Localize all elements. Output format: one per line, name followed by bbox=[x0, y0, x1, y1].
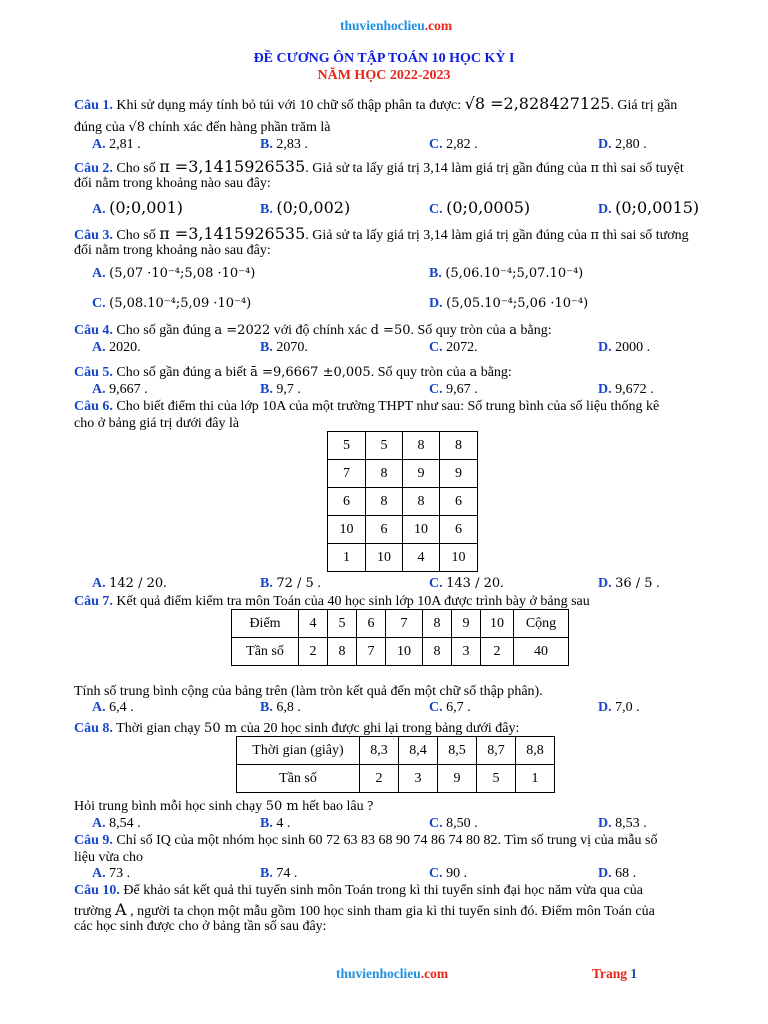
q6-line1: Câu 6. Cho biết điểm thi của lớp 10A của một trường THPT như sau: Số trung bình của số liệu thống kê bbox=[74, 399, 660, 414]
q4-line1: Câu 4. Cho số gần đúng a =2022 với độ chính xác d =50. Số quy tròn của a bằng: bbox=[74, 323, 552, 338]
q9-option-c[interactable]: C. 90 . bbox=[429, 866, 468, 881]
q7-line1: Câu 7. Kết quả điểm kiểm tra môn Toán của 40 học sinh lớp 10A được trình bày ở bảng sau bbox=[74, 594, 590, 609]
q1-option-c[interactable]: C. 2,82 . bbox=[429, 137, 478, 152]
q1-option-d[interactable]: D. 2,80 . bbox=[598, 137, 647, 152]
q8-table-cell: 8,3 bbox=[360, 737, 399, 765]
q6-table-row bbox=[328, 544, 478, 572]
q2-line1: Câu 2. Cho số π =3,1415926535. Giả sử ta lấy giá trị 3,14 làm giá trị gần đúng của π thì sai số tuyệt bbox=[74, 157, 684, 176]
q6-table-cell: 6 bbox=[328, 488, 366, 516]
q6-option-d[interactable]: D. 36 / 5 . bbox=[598, 576, 660, 591]
q8-table-cell: 3 bbox=[399, 765, 438, 793]
q7-line2: Tính số trung bình cộng của bảng trên (làm tròn kết quả đến một chữ số thập phân). bbox=[74, 684, 543, 699]
q4-option-b[interactable]: B. 2070. bbox=[260, 340, 308, 355]
q8-table-cell: 8,7 bbox=[477, 737, 516, 765]
q7-table-cell: 6 bbox=[357, 610, 386, 638]
q8-option-c[interactable]: C. 8,50 . bbox=[429, 816, 478, 831]
q8-table-cell: 8,5 bbox=[438, 737, 477, 765]
q8-table-cell: 8,8 bbox=[516, 737, 555, 765]
q5-option-c[interactable]: C. 9,67 . bbox=[429, 382, 478, 397]
q3-option-a[interactable]: A. (5,07 ·10⁻⁴;5,08 ·10⁻⁴) bbox=[92, 266, 256, 281]
q7-option-b[interactable]: B. 6,8 . bbox=[260, 700, 301, 715]
q7-table-cell: 9 bbox=[452, 610, 481, 638]
q7-table-cell: 10 bbox=[481, 610, 514, 638]
q8-option-b[interactable]: B. 4 . bbox=[260, 816, 291, 831]
q8-table bbox=[236, 736, 555, 793]
footer-site[interactable]: thuvienhoclieu.com bbox=[336, 966, 449, 981]
q6-table-cell: 8 bbox=[366, 488, 403, 516]
q7-table-cell: 8 bbox=[423, 638, 452, 666]
q8-table-cell: 1 bbox=[516, 765, 555, 793]
header-site[interactable]: thuvienhoclieu.com bbox=[340, 18, 453, 33]
q3-option-d[interactable]: D. (5,05.10⁻⁴;5,06 ·10⁻⁴) bbox=[429, 296, 589, 311]
q6-table-cell: 6 bbox=[440, 516, 478, 544]
q8-option-a[interactable]: A. 8,54 . bbox=[92, 816, 141, 831]
q5-option-a[interactable]: A. 9,667 . bbox=[92, 382, 148, 397]
q9-line2: liệu vừa cho bbox=[74, 850, 144, 865]
q2-option-c[interactable]: C. (0;0,0005) bbox=[429, 198, 531, 217]
q7-option-a[interactable]: A. 6,4 . bbox=[92, 700, 134, 715]
q8-table-row bbox=[237, 765, 555, 793]
q7-table-cell: 2 bbox=[481, 638, 514, 666]
q6-table-cell: 8 bbox=[403, 432, 440, 460]
q2-option-b[interactable]: B. (0;0,002) bbox=[260, 198, 351, 217]
q9-option-b[interactable]: B. 74 . bbox=[260, 866, 298, 881]
q6-table-cell: 6 bbox=[366, 516, 403, 544]
q8-table-cell: 2 bbox=[360, 765, 399, 793]
q5-line1: Câu 5. Cho số gần đúng a biết ā =9,6667 ±0,005. Số quy tròn của a bằng: bbox=[74, 365, 512, 380]
q6-table-cell: 9 bbox=[440, 460, 478, 488]
q6-table-cell: 5 bbox=[366, 432, 403, 460]
q7-table-cell: Cộng bbox=[514, 610, 569, 638]
q2-option-d[interactable]: D. (0;0,0015) bbox=[598, 198, 700, 217]
q8-table-cell: Tần số bbox=[237, 765, 360, 793]
q7-option-d[interactable]: D. 7,0 . bbox=[598, 700, 640, 715]
q7-table-row bbox=[232, 638, 569, 666]
q1-option-a[interactable]: A. 2,81 . bbox=[92, 137, 141, 152]
q5-option-b[interactable]: B. 9,7 . bbox=[260, 382, 301, 397]
q6-table-cell: 1 bbox=[328, 544, 366, 572]
q6-table-row bbox=[328, 516, 478, 544]
q7-table-cell: 40 bbox=[514, 638, 569, 666]
q6-option-c[interactable]: C. 143 / 20. bbox=[429, 576, 504, 591]
q6-table-row bbox=[328, 432, 478, 460]
q1-line2: đúng của √8 chính xác đến hàng phần trăm là bbox=[74, 120, 331, 135]
q6-table-cell: 7 bbox=[328, 460, 366, 488]
q4-option-d[interactable]: D. 2000 . bbox=[598, 340, 651, 355]
q7-table-cell: 4 bbox=[299, 610, 328, 638]
q10-line1: Câu 10. Để khảo sát kết quả thi tuyển sinh môn Toán trong kì thi tuyển sinh đại học năm vừa qua của bbox=[74, 883, 643, 898]
q6-line2: cho ở bảng giá trị dưới đây là bbox=[74, 416, 240, 431]
q7-table bbox=[231, 609, 569, 666]
q8-table-cell: 9 bbox=[438, 765, 477, 793]
doc-subtitle: NĂM HỌC 2022-2023 bbox=[317, 68, 451, 83]
q6-table-cell: 10 bbox=[440, 544, 478, 572]
q6-table-cell: 6 bbox=[440, 488, 478, 516]
q6-table-cell: 10 bbox=[328, 516, 366, 544]
q7-table-cell: 5 bbox=[328, 610, 357, 638]
q7-table-cell: 7 bbox=[386, 610, 423, 638]
q6-table-cell: 8 bbox=[440, 432, 478, 460]
q7-table-cell: 10 bbox=[386, 638, 423, 666]
q7-table-cell: 8 bbox=[328, 638, 357, 666]
q6-option-b[interactable]: B. 72 / 5 . bbox=[260, 576, 321, 591]
q7-option-c[interactable]: C. 6,7 . bbox=[429, 700, 471, 715]
q6-table-cell: 10 bbox=[366, 544, 403, 572]
q6-table-cell: 9 bbox=[403, 460, 440, 488]
q6-table-cell: 5 bbox=[328, 432, 366, 460]
q5-option-d[interactable]: D. 9,672 . bbox=[598, 382, 654, 397]
q1-line1: Câu 1. Khi sử dụng máy tính bỏ túi với 10 chữ số thập phân ta được: √8 =2,828427125. Giá trị gần bbox=[74, 94, 678, 113]
q10-line2: trường A , người ta chọn một mẫu gồm 100 học sinh tham gia kì thi tuyển sinh đó. Điểm môn Toán của bbox=[74, 900, 655, 919]
q7-table-cell: 2 bbox=[299, 638, 328, 666]
q4-option-a[interactable]: A. 2020. bbox=[92, 340, 141, 355]
q7-table-cell: 3 bbox=[452, 638, 481, 666]
q6-table bbox=[327, 431, 478, 572]
q9-option-d[interactable]: D. 68 . bbox=[598, 866, 637, 881]
q7-table-cell: Điểm bbox=[232, 610, 299, 638]
q1-option-b[interactable]: B. 2,83 . bbox=[260, 137, 308, 152]
q8-table-cell: 5 bbox=[477, 765, 516, 793]
q4-option-c[interactable]: C. 2072. bbox=[429, 340, 478, 355]
q9-option-a[interactable]: A. 73 . bbox=[92, 866, 131, 881]
q3-line2: đối nằm trong khoảng nào sau đây: bbox=[74, 243, 271, 258]
q8-table-row bbox=[237, 737, 555, 765]
q8-table-cell: Thời gian (giây) bbox=[237, 737, 360, 765]
q6-table-row bbox=[328, 460, 478, 488]
q8-line2: Hỏi trung bình mỗi học sinh chạy 50 m hết bao lâu ? bbox=[74, 799, 374, 814]
q9-line1: Câu 9. Chỉ số IQ của một nhóm học sinh 60 72 63 83 68 90 74 86 74 80 82. Tìm số trung vị của mẫu số bbox=[74, 833, 658, 848]
q6-table-row bbox=[328, 488, 478, 516]
q6-option-a[interactable]: A. 142 / 20. bbox=[92, 576, 167, 591]
q8-line1: Câu 8. Thời gian chạy 50 m của 20 học sinh được ghi lại trong bảng dưới đây: bbox=[74, 721, 520, 736]
page-number: Trang 1 bbox=[592, 966, 638, 981]
q3-line1: Câu 3. Cho số π =3,1415926535. Giả sử ta lấy giá trị 3,14 làm giá trị gần đúng của π thì sai số tương bbox=[74, 224, 689, 243]
q7-table-cell: 8 bbox=[423, 610, 452, 638]
q8-table-cell: 8,4 bbox=[399, 737, 438, 765]
q3-option-c[interactable]: C. (5,08.10⁻⁴;5,09 ·10⁻⁴) bbox=[92, 296, 252, 311]
q6-table-cell: 4 bbox=[403, 544, 440, 572]
q6-table-cell: 8 bbox=[366, 460, 403, 488]
q10-line3: các học sinh được cho ở bảng tần số sau đây: bbox=[74, 919, 327, 934]
q7-table-cell: Tần số bbox=[232, 638, 299, 666]
q3-option-b[interactable]: B. (5,06.10⁻⁴;5,07.10⁻⁴) bbox=[429, 266, 584, 281]
q6-table-cell: 10 bbox=[403, 516, 440, 544]
q2-line2: đối nằm trong khoảng nào sau đây: bbox=[74, 176, 271, 191]
q7-table-row bbox=[232, 610, 569, 638]
q7-table-cell: 7 bbox=[357, 638, 386, 666]
doc-title: ĐỀ CƯƠNG ÔN TẬP TOÁN 10 HỌC KỲ I bbox=[253, 51, 515, 66]
q8-option-d[interactable]: D. 8,53 . bbox=[598, 816, 647, 831]
q6-table-cell: 8 bbox=[403, 488, 440, 516]
q2-option-a[interactable]: A. (0;0,001) bbox=[92, 198, 183, 217]
